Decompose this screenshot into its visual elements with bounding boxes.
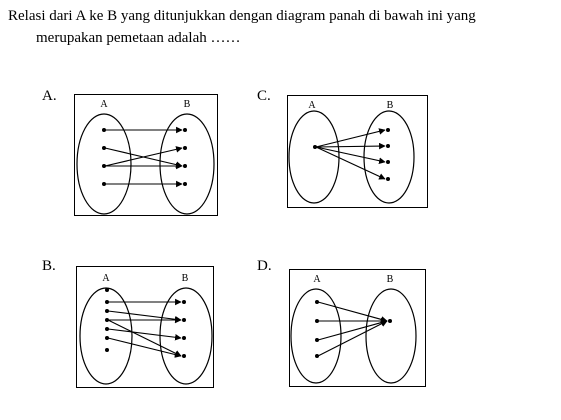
domain-point — [105, 288, 109, 292]
codomain-point — [183, 128, 187, 132]
option-c-diagram[interactable] — [287, 95, 428, 208]
option-a-label[interactable]: A. — [42, 88, 57, 104]
mapping-arrow — [316, 147, 385, 162]
set-a-label: A — [102, 273, 110, 284]
set-b-label: B — [386, 274, 394, 285]
codomain-point — [182, 300, 186, 304]
mapping-arrow — [108, 338, 181, 356]
mapping-arrow — [108, 311, 181, 320]
mapping-arrow — [108, 320, 181, 356]
codomain-point — [386, 177, 390, 181]
codomain-point — [182, 336, 186, 340]
codomain-point — [182, 318, 186, 322]
diagram-frame — [77, 267, 214, 388]
mapping-arrow — [316, 130, 385, 147]
codomain-point — [386, 144, 390, 148]
mapping-arrow — [316, 146, 385, 147]
codomain-point — [182, 354, 186, 358]
codomain-point — [183, 164, 187, 168]
codomain-point — [183, 146, 187, 150]
set-b-ellipse — [366, 289, 416, 383]
set-b-label: B — [386, 100, 394, 111]
codomain-point — [386, 128, 390, 132]
set-a-ellipse — [289, 111, 339, 203]
set-a-label: A — [313, 274, 321, 285]
codomain-point — [386, 160, 390, 164]
set-a-label: A — [100, 99, 108, 110]
question-line-1: Relasi dari A ke B yang ditunjukkan dengan diagram panah di bawah ini yang — [8, 8, 476, 24]
diagram-frame — [75, 95, 218, 216]
codomain-point — [388, 319, 392, 323]
mapping-arrow — [316, 147, 385, 179]
option-b-label[interactable]: B. — [42, 258, 56, 274]
set-b-label: B — [183, 99, 191, 110]
mapping-arrow — [318, 302, 387, 321]
codomain-point — [183, 182, 187, 186]
set-a-label: A — [308, 100, 316, 111]
set-b-ellipse — [160, 114, 214, 214]
domain-point — [105, 348, 109, 352]
set-b-ellipse — [364, 111, 414, 203]
option-d-label[interactable]: D. — [257, 258, 272, 274]
option-c-label[interactable]: C. — [257, 88, 271, 104]
question-line-2: merupakan pemetaan adalah …… — [36, 30, 241, 46]
mapping-arrow — [318, 321, 387, 356]
option-a-diagram[interactable] — [74, 94, 218, 216]
mapping-arrow — [108, 329, 181, 338]
mapping-arrow — [318, 321, 387, 340]
option-b-diagram[interactable] — [76, 266, 214, 388]
set-b-label: B — [181, 273, 189, 284]
diagram-frame — [290, 270, 426, 387]
option-d-diagram[interactable] — [289, 269, 426, 387]
